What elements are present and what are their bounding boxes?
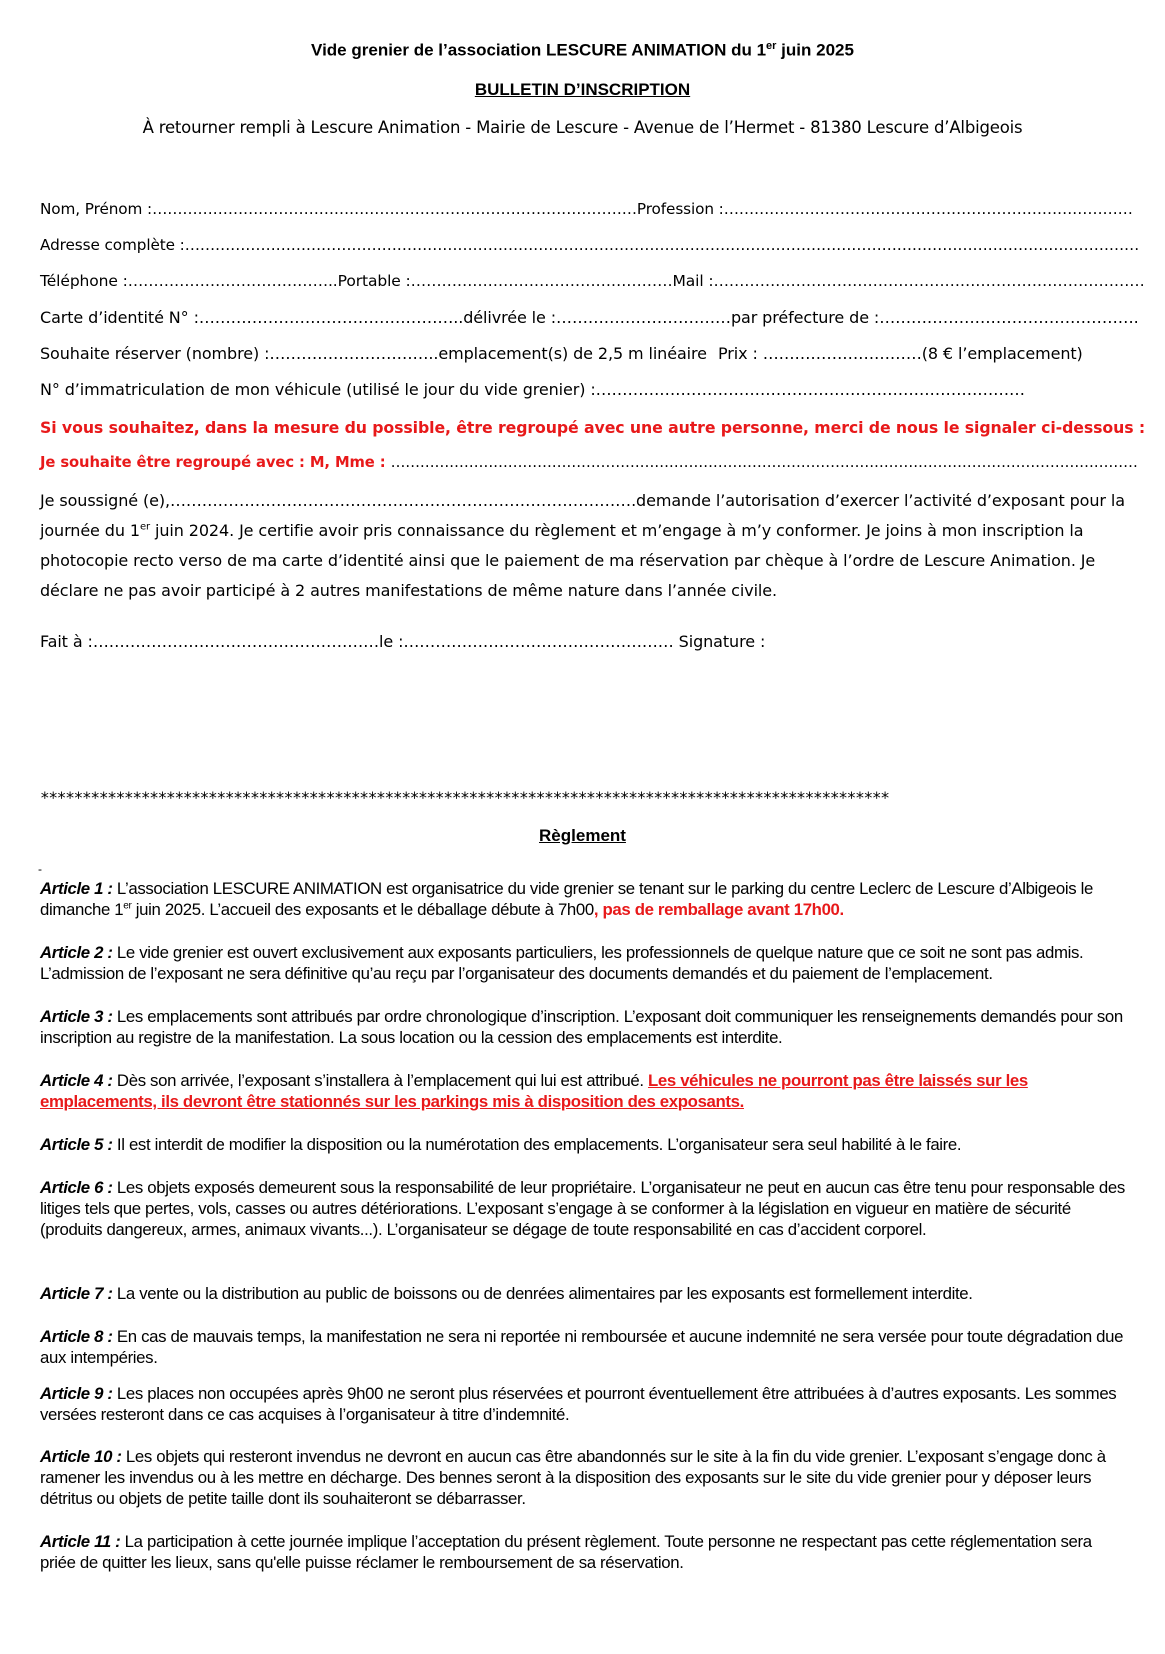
- return-address: À retourner rempli à Lescure Animation - Mairie de Lescure - Avenue de l’Hermet - 81380 Lescure d’Albigeois: [142, 118, 1023, 137]
- field-name-profession[interactable]: Nom, Prénom :……………………………………………………………………………………Profession :………………………………………………………………………: [40, 200, 1133, 218]
- article-6: Article 6 : Les objets exposés demeurent sous la responsabilité de leur propriétaire. L’organisateur ne peut en aucun cas être tenu pour responsable des litiges tels que pertes, vols, casses ou autres détériorations. L’exposant s’engage à se conformer à la législation en vigueur en matière de sécurité (produits dangereux, armes, animaux vivants...). L’organisateur se dégage de toute responsabilité en cas d’accident corporel.: [40, 1178, 1125, 1239]
- field-phone-mobile-mail[interactable]: Téléphone :…………………………………..Portable :……………………………………………Mail :…………………………………………………………………………: [40, 272, 1145, 290]
- article-1: Article 1 : L’association LESCURE ANIMATION est organisatrice du vide grenier se tenant sur le parking du centre Leclerc de Lescure d’Albigeois le dimanche 1er juin 2025. L’accueil des exposants et le déballage débute à 7h00, pas de remballage avant 17h00.: [40, 879, 1093, 919]
- article-2: Article 2 : Le vide grenier est ouvert exclusivement aux exposants particuliers, les professionnels de quelque nature que ce soit ne sont pas admis. L’admission de l’exposant ne sera définitive qu’au reçu par l’organisateur des documents demandés et du paiement de l’emplacement.: [40, 943, 1084, 983]
- article-7: Article 7 : La vente ou la distribution au public de boissons ou de denrées alimentaires par les exposants est formellement interdite.: [40, 1284, 973, 1303]
- field-address[interactable]: Adresse complète :………………………………………………………………………………………………………………………………………………………………………: [40, 236, 1140, 254]
- field-vehicle-plate[interactable]: N° d’immatriculation de mon véhicule (utilisé le jour du vide grenier) :………………………………………………………………………: [40, 380, 1025, 399]
- group-notice: Si vous souhaitez, dans la mesure du possible, être regroupé avec une autre personne, merci de nous le signaler ci-dessous :: [40, 418, 1146, 437]
- article-11: Article 11 : La participation à cette journée implique l’acceptation du présent règlement. Toute personne ne respectant pas cette réglementation sera priée de quitter les lieux, sans qu'elle puisse réclamer le remboursement de sa réservation.: [40, 1532, 1092, 1572]
- field-group-with[interactable]: [40, 454, 1138, 471]
- group-dots: ………………………………………………………………………………………………………………………………………: [390, 454, 1138, 471]
- group-label: Je souhaite être regroupé avec : M, Mme :: [40, 454, 391, 471]
- article-10: Article 10 : Les objets qui resteront invendus ne devront en aucun cas être abandonnés sur le site à la fin du vide grenier. L’exposant s’engage donc à ramener les invendus ou à les mettre en décharge. Des bennes seront à la disposition des exposants sur le site du vide grenier pour y déposer leurs détritus ou objets de petite taille dont ils souhaiteront se débarrasser.: [40, 1447, 1106, 1508]
- article-9: Article 9 : Les places non occupées après 9h00 ne seront plus réservées et pourront éventuellement être attribuées à d’autres exposants. Les sommes versées resteront dans ce cas acquises à l’organisateur à titre d’indemnité.: [40, 1384, 1117, 1424]
- article-4: Article 4 : Dès son arrivée, l’exposant s’installera à l’emplacement qui lui est attribué. Les véhicules ne pourront pas être laissés sur les emplacements, ils devront être stationnés sur les parkings mis à disposition des exposants.: [40, 1071, 1028, 1111]
- article-5: Article 5 : Il est interdit de modifier la disposition ou la numérotation des emplacements. L’organisateur sera seul habilité à le faire.: [40, 1135, 962, 1154]
- article-8: Article 8 : En cas de mauvais temps, la manifestation ne sera ni reportée ni remboursée et aucune indemnité ne sera versée pour toute dégradation due aux intempéries.: [40, 1327, 1124, 1367]
- field-price[interactable]: Prix : …………………………(8 € l’emplacement): [718, 344, 1083, 363]
- document-title: Vide grenier de l’association LESCURE ANIMATION du 1er juin 2025: [311, 40, 854, 60]
- field-id-card[interactable]: Carte d’identité N° :…………………………………………..délivrée le :……………………………par préfecture de :………………………………………….: [40, 308, 1139, 327]
- signature-line[interactable]: Fait à :………………………………………………le :…………………………………………… Signature :: [40, 632, 766, 651]
- field-reservation-count[interactable]: Souhaite réserver (nombre) :…………………………..emplacement(s) de 2,5 m linéaire: [40, 344, 707, 363]
- separator-stars: *****************************************************************************************************: [40, 788, 889, 807]
- declaration-paragraph: Je soussigné (e),…………………………………………………………………………….demande l’autorisation d’exercer l’activité d’exposant pour la journée du 1er juin 2024. Je certifie avoir pris connaissance du règlement et m’engage à m’y conformer. Je joins à mon inscription la photocopie recto verso de ma carte d’identité ainsi que le paiement de ma réservation par chèque à l’ordre de Lescure Animation. Je déclare ne pas avoir participé à 2 autres manifestations de même nature dans l’année civile.: [40, 491, 1125, 600]
- form-subtitle: BULLETIN D’INSCRIPTION: [474, 80, 691, 99]
- list-dash: -: [38, 862, 42, 876]
- rules-title: Règlement: [539, 826, 626, 845]
- article-3: Article 3 : Les emplacements sont attribués par ordre chronologique d’inscription. L’exposant doit communiquer les renseignements demandés pour son inscription au registre de la manifestation. La sous location ou la cession des emplacements est interdite.: [40, 1007, 1123, 1047]
